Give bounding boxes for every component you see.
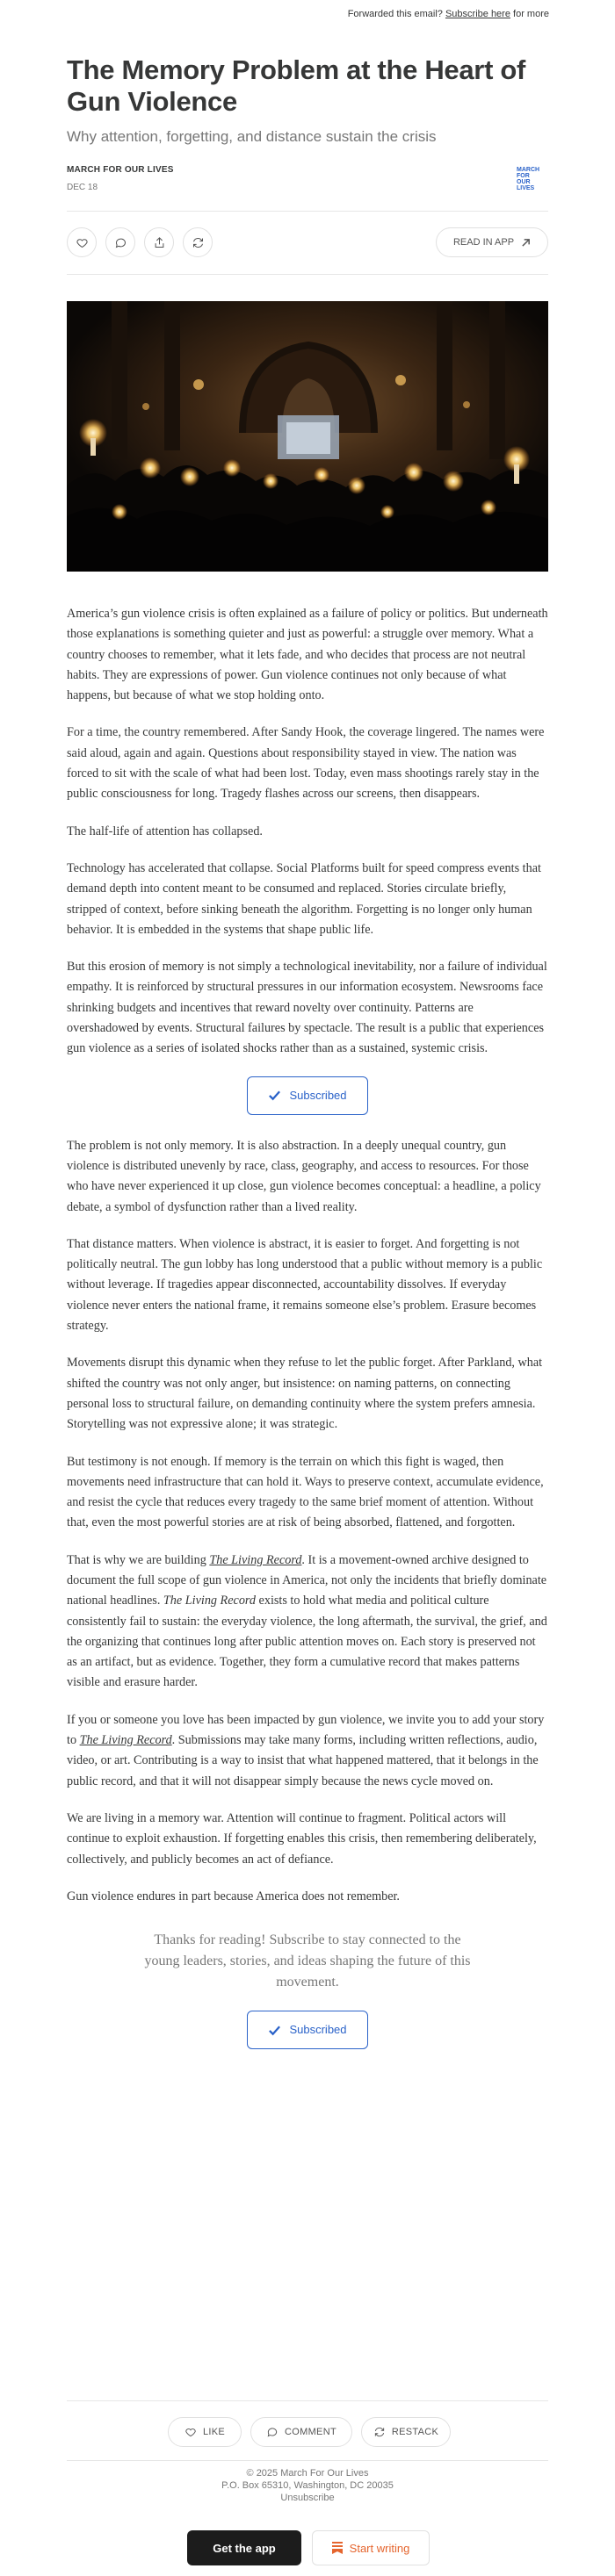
divider [67,211,548,212]
subscribed-button-bottom[interactable] [247,2011,368,2049]
subscribed-button[interactable] [247,1076,368,1115]
body-paragraph: That distance matters. When violence is abstract, it is easier to forget. And forgetting is not politically neutral. The gun lobby has long understood that a public without memory is a public without leverage. If tragedies appear disconnected, accountability dissolves. If everyday violence never enters the national frame, it remains someone else’s problem. Erasure becomes strategy. [67,1236,543,1334]
text-span: If you or someone you love has been impacted by gun violence, we invite you to add your story to [67,1712,545,1748]
get-the-app-button[interactable]: Get the app [187,2530,301,2565]
read-in-app-label: READ IN APP [452,237,515,248]
body-paragraph: But this erosion of memory is not simply a technological inevitability, nor a failure of individual empathy. It is reinforced by structural pressures in our information ecosystem. Newsrooms face shrinking budgets and incentives that reward novelty over continuity. Patterns are overshadowed by events. Structural failures by spectacle. The result is a public that experiences gun violence as a series of isolated shocks rather than as a sustained, systemic crisis. [67,960,547,1056]
email-footer [67,2467,548,2504]
body-paragraph: We are living in a memory war. Attention will continue to fragment. Political actors will continue to exploit exhaustion. If forgetting enables this crisis, then remembering deliberately, collectively, and publicly becomes an act of defiance. [67,1810,537,1867]
restack-button[interactable] [183,227,213,257]
heart-icon [184,2426,197,2438]
publication-logo[interactable] [517,167,545,191]
divider [67,2400,548,2401]
forwarded-text: Forwarded this email? [347,9,443,19]
address-text: P.O. Box 65310, Washington, DC 20035 [221,2480,394,2491]
start-writing-label: Start writing [349,2541,410,2555]
hero-image-candlelight-vigil[interactable] [67,301,548,572]
substack-logo-icon [332,2542,343,2554]
body-paragraph: But testimony is not enough. If memory is the terrain on which this fight is waged, then movements need infrastructure that can hold it. Ways to preserve context, accumulate evidence, and resist the cycle that reduces every tragedy to the same brief moment of attention. Without that, even the most powerful stories are at risk of being absorbed, flattened, and forgotten. [67,1454,544,1530]
text-span: . Submissions may take many forms, including written reflections, audio, video, or art. Contributing is a way to insist that what happened mattered, that it belongs in the public record, and that it will not disappear simply because the news cycle moved on. [67,1733,539,1788]
restack-label: RESTACK [391,2427,439,2437]
vigil-illustration [67,301,548,572]
text-span: That is why we are building [67,1552,210,1567]
heart-icon [76,236,89,249]
body-paragraph-invite [67,1710,548,1792]
thanks-message: Thanks for reading! Subscribe to stay connected to the young leaders, stories, and ideas shaping the future of this movement. [144,1932,471,1990]
copyright-text: © 2025 March For Our Lives [246,2468,369,2479]
post-body [67,604,548,2049]
body-paragraph-living-record [67,1551,548,1694]
logo-line: MARCH [517,167,540,173]
comment-icon [114,236,127,249]
comment-pill-button[interactable] [250,2417,352,2447]
check-icon [268,2024,281,2037]
living-record-link[interactable]: The Living Record [209,1552,302,1567]
logo-line: LIVES [517,185,535,191]
subscribed-label: Subscribed [289,1088,347,1102]
post-title: The Memory Problem at the Heart of Gun Violence [67,54,526,117]
body-paragraph: Gun violence endures in part because America does not remember. [67,1889,400,1903]
read-in-app-button[interactable] [436,227,548,257]
subscribed-label: Subscribed [289,2023,347,2037]
forwarded-banner [348,9,549,19]
living-record-emphasis: The Living Record [163,1594,256,1608]
text-span: . It is a movement-owned archive designed to document the full scope of gun violence in America, not only the incidents that briefly dominate national headlines. [67,1552,547,1608]
restack-icon [373,2426,386,2438]
like-pill-button[interactable] [168,2417,242,2447]
divider [67,2460,548,2461]
body-paragraph: Movements disrupt this dynamic when they refuse to let the public forget. After Parkland, what shifted the country was not only anger, but insistence: on naming patterns, on connecting personal loss to structural failure, on demanding continuity where the system prefers amnesia. Storytelling was not expressive alone; it was strategic. [67,1356,543,1432]
comment-button[interactable] [105,227,135,257]
check-icon [268,1089,281,1102]
body-paragraph: Technology has accelerated that collapse. Social Platforms built for speed compress events that demand depth into content meant to be consumed and replaced. Stories circulate briefly, stripped of context, before sinking beneath the algorithm. Forgetting is no longer only human behavior. It is embedded in the systems that shape public life. [67,860,541,937]
post-date: DEC 18 [67,183,98,192]
body-paragraph: The problem is not only memory. It is also abstraction. In a deeply unequal country, gun violence is distributed unevenly by race, class, geography, and access to resources. For those who have never experienced it up close, gun violence becomes conceptual: a headline, a policy debate, a symbol of dysfunction rather than a lived reality. [67,1138,541,1214]
subscribe-here-link[interactable]: Subscribe here [445,9,510,19]
forwarded-suffix: for more [513,9,549,19]
start-writing-button[interactable] [312,2530,430,2565]
arrow-up-right-icon [521,238,531,248]
living-record-link[interactable]: The Living Record [79,1733,172,1748]
post-subtitle: Why attention, forgetting, and distance sustain the crisis [67,128,437,145]
restack-pill-button[interactable] [361,2417,451,2447]
like-label: LIKE [202,2427,226,2437]
unsubscribe-link[interactable]: Unsubscribe [280,2493,335,2503]
body-paragraph: America’s gun violence crisis is often explained as a failure of policy or politics. But underneath those explanations is something quieter and just as powerful: a struggle over memory. What a country chooses to remember, what it lets fade, and who decides that process are not neutral habits. They are expressions of power. Gun violence continues not only because of what happens, but because of what we stop holding onto. [67,607,548,703]
body-paragraph: The half-life of attention has collapsed. [67,824,263,838]
text-span: exists to hold what media and political culture consistently fail to sustain: the everyday violence, the long aftermath, the survival, the grief, and the organizing that continues long after public attention moves on. Each story is preserved not as an artifact, but as evidence. Together, they form a cumulative record that makes patterns visible and erasure harder. [67,1594,547,1690]
logo-line: FOR OUR [517,173,531,185]
share-button[interactable] [144,227,174,257]
divider [67,274,548,275]
body-paragraph: For a time, the country remembered. After Sandy Hook, the coverage lingered. The names were said aloud, again and again. Questions about responsibility stayed in view. The nation was forced to sit with the scale of what had been lost. Today, even mass shootings rarely stay in the public consciousness for long. Tragedy flashes across our screens, then disappears. [67,725,545,802]
author-name[interactable]: MARCH FOR OUR LIVES [67,165,174,175]
share-icon [153,236,166,249]
restack-icon [192,236,205,249]
comment-label: COMMENT [285,2427,336,2437]
subscribe-widget [67,1076,548,1115]
comment-icon [266,2426,279,2438]
like-button[interactable] [67,227,97,257]
